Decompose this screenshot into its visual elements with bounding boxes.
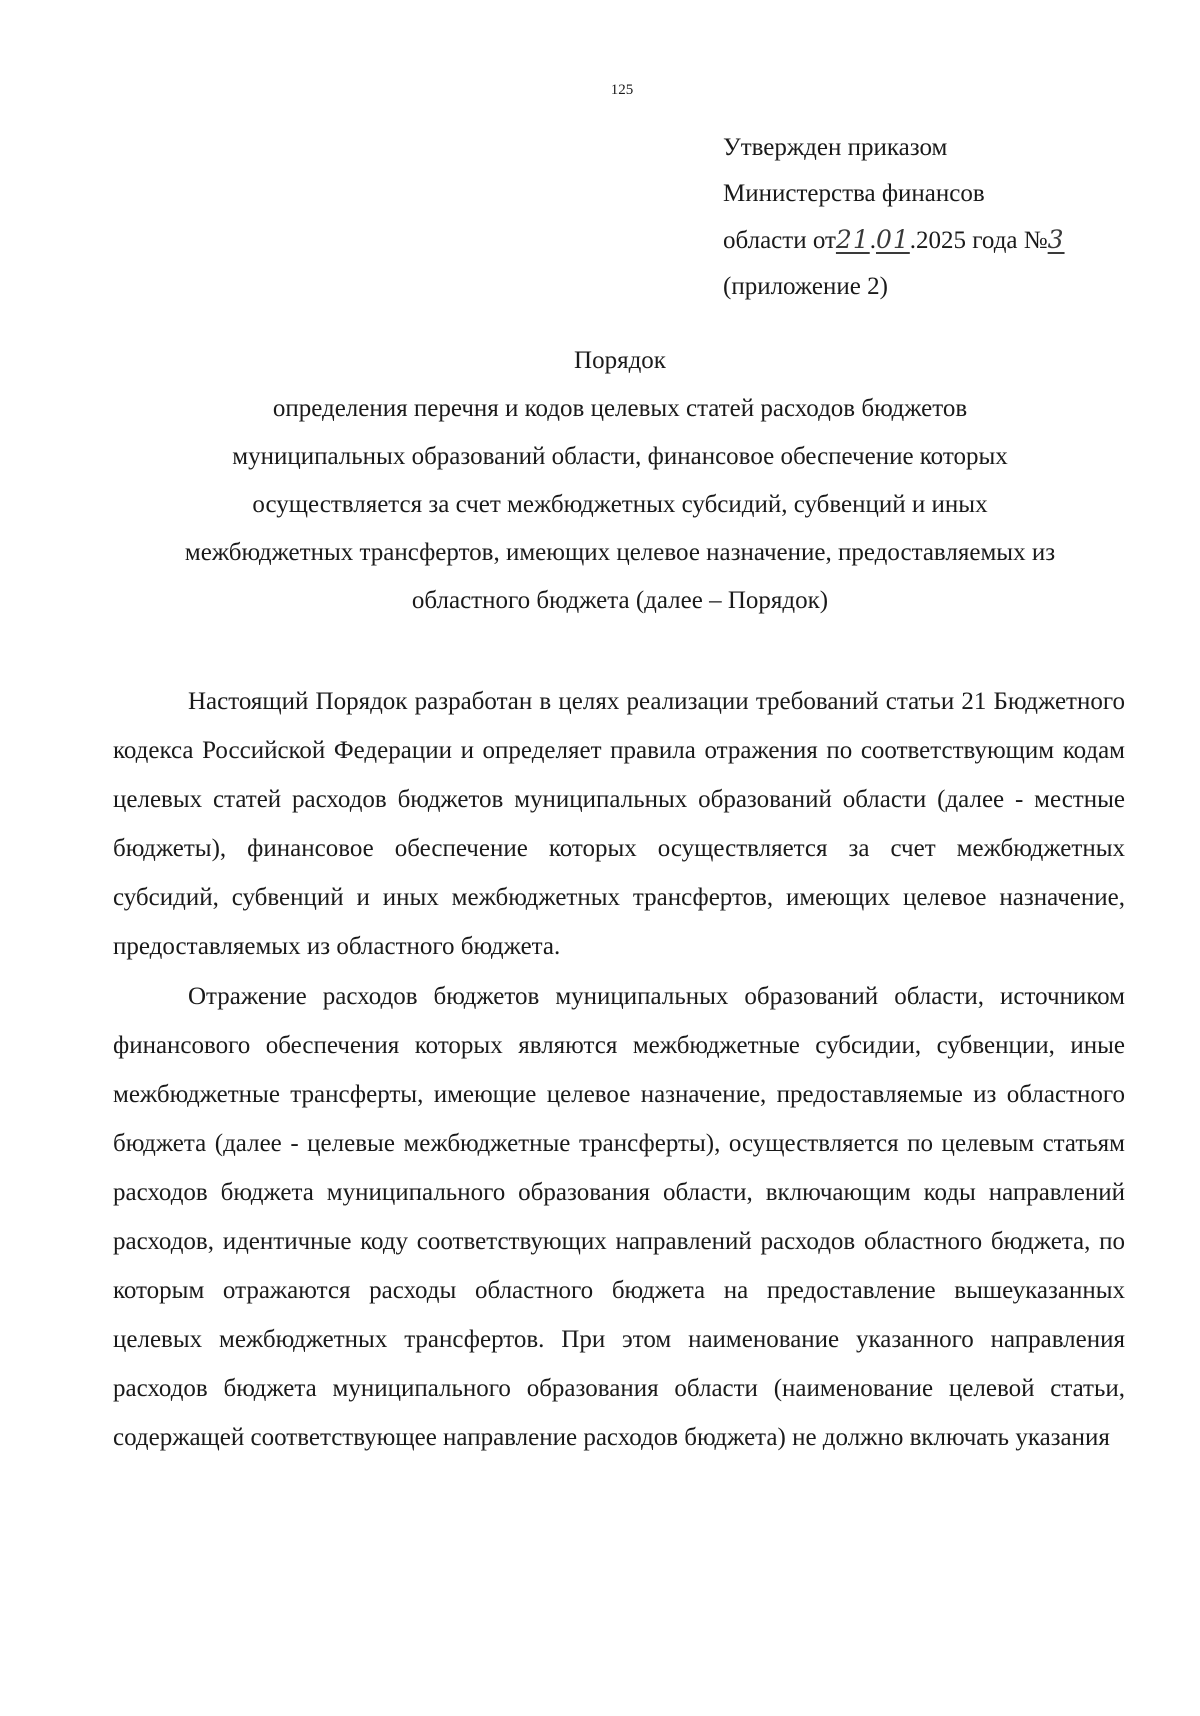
body-paragraph: Настоящий Порядок разработан в целях реализации требований статьи 21 Бюджетного кодекса Российской Федерации и определяет правила отражения по соответствующим кодам целевых статей расходов бюджетов муниципальных образований области (далее - местные бюджеты), финансовое обеспечение которых осуществляется за счет межбюджетных субсидий, субвенций и иных межбюджетных трансфертов, имеющих целевое назначение, предоставляемых из областного бюджета. xyxy=(113,688,1125,960)
approval-line-1: Утвержден приказом xyxy=(723,134,948,161)
page-number: 125 xyxy=(610,82,634,98)
approval-date-month: 01 xyxy=(875,225,910,254)
title-main: Порядок xyxy=(574,347,666,374)
approval-line-2: Министерства финансов xyxy=(723,180,985,207)
title-line: межбюджетных трансфертов, имеющих целевое назначение, предоставляемых из xyxy=(184,539,1056,566)
title-line: областного бюджета (далее – Порядок) xyxy=(411,587,829,614)
title-line: муниципальных образований области, финансовое обеспечение которых xyxy=(232,443,1008,470)
approval-date-year: .2025 года № xyxy=(909,227,1048,254)
document-body xyxy=(113,677,1125,1462)
approval-order-number: 3 xyxy=(1047,225,1065,254)
approval-date-day: 21 xyxy=(835,225,870,254)
title-line: осуществляется за счет межбюджетных субсидий, субвенций и иных xyxy=(252,491,988,518)
title-line: определения перечня и кодов целевых статей расходов бюджетов xyxy=(272,395,968,422)
approval-date-prefix: области от xyxy=(723,227,836,254)
approval-stamp xyxy=(723,125,1065,310)
document-title xyxy=(110,337,1130,625)
approval-line-3 xyxy=(723,217,1065,264)
body-paragraph: Отражение расходов бюджетов муниципальных образований области, источником финансового обеспечения которых являются межбюджетные субсидии, субвенции, иные межбюджетные трансферты, имеющие целевое назначение, предоставляемые из областного бюджета (далее - целевые межбюджетные трансферты), осуществляется по целевым статьям расходов бюджета муниципального образования области, включающим коды направлений расходов, идентичные коду соответствующих направлений расходов областного бюджета, по которым отражаются расходы областного бюджета на предоставление вышеуказанных целевых межбюджетных трансфертов. При этом наименование указанного направления расходов бюджета муниципального образования области (наименование целевой статьи, содержащей соответствующее направление расходов бюджета) не должно включать указания xyxy=(113,983,1125,1451)
approval-date-separator: . xyxy=(869,227,876,254)
approval-line-4: (приложение 2) xyxy=(723,273,888,300)
